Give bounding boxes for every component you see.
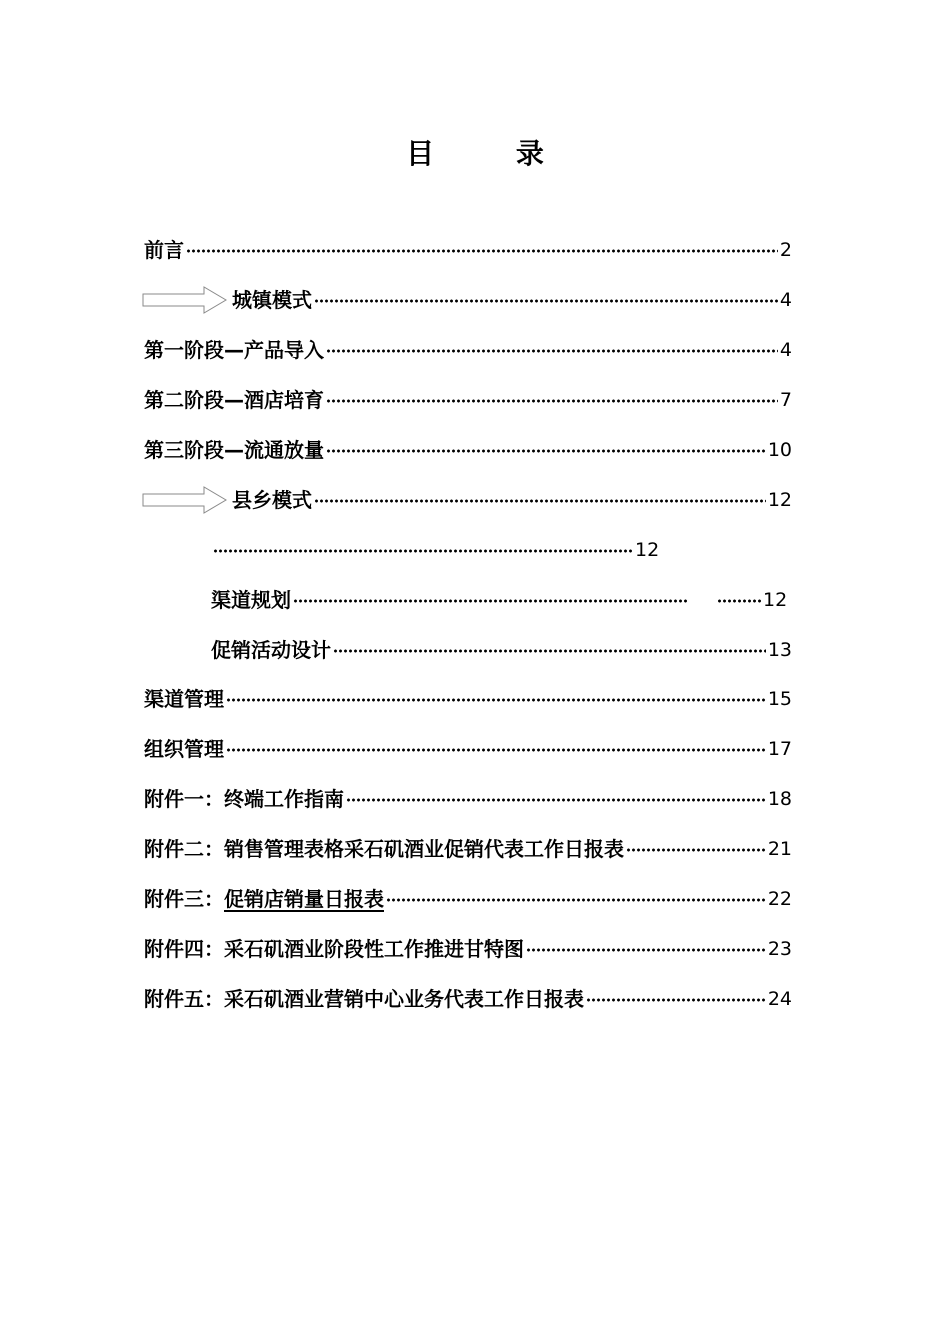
dot-leader xyxy=(326,449,766,453)
toc-page-number: 15 xyxy=(767,688,792,710)
dot-leader xyxy=(226,698,766,702)
dot-leader xyxy=(326,349,778,353)
toc-entry-label-prefix: 附件三： xyxy=(144,887,224,911)
toc-page-number: 17 xyxy=(767,738,792,760)
toc-entry-appendix-3[interactable] xyxy=(144,885,792,913)
toc-page-number: 13 xyxy=(767,639,792,661)
dot-leader xyxy=(293,599,689,603)
dot-leader xyxy=(346,798,766,802)
toc-page-number: 21 xyxy=(767,838,792,860)
dot-leader xyxy=(717,599,761,603)
toc-entry-organization-management[interactable] xyxy=(144,735,792,763)
dot-leader xyxy=(333,649,766,653)
toc-entry-label: 城镇模式 xyxy=(232,288,312,312)
toc-entry-channel-management[interactable] xyxy=(144,685,792,713)
toc-entry-label: 第一阶段—产品导入 xyxy=(144,338,324,362)
dot-leader xyxy=(186,249,778,253)
dot-leader xyxy=(626,848,766,852)
toc-entry-label: 附件二：销售管理表格采石矶酒业促销代表工作日报表 xyxy=(144,837,624,861)
toc-entry-town-mode[interactable] xyxy=(144,286,792,314)
toc-page-number: 2 xyxy=(779,239,792,261)
toc-entry-label: 第二阶段—酒店培育 xyxy=(144,388,324,412)
toc-entry-appendix-5[interactable] xyxy=(144,985,792,1013)
toc-entry-label: 前言 xyxy=(144,238,184,262)
toc-entry-phase-two[interactable] xyxy=(144,386,792,414)
dot-leader xyxy=(386,898,766,902)
toc-entry-preface[interactable] xyxy=(144,236,792,264)
toc-page-number: 24 xyxy=(767,988,792,1010)
toc-entry-phase-one[interactable] xyxy=(144,336,792,364)
toc-page-number: 12 xyxy=(763,589,788,611)
toc-page-number: 10 xyxy=(767,439,792,461)
toc-entry-label: 附件四：采石矶酒业阶段性工作推进甘特图 xyxy=(144,937,524,961)
toc-entry-label: 附件五：采石矶酒业营销中心业务代表工作日报表 xyxy=(144,987,584,1011)
toc-entry-label: 第三阶段—流通放量 xyxy=(144,438,324,462)
right-arrow-icon xyxy=(142,486,228,514)
toc-page-number: 18 xyxy=(767,788,792,810)
right-arrow-icon xyxy=(142,286,228,314)
dot-leader xyxy=(226,748,766,752)
dot-leader xyxy=(314,499,766,503)
toc-entry-label: 促销活动设计 xyxy=(211,638,331,662)
toc-page-number: 23 xyxy=(767,938,792,960)
toc-entry-untitled[interactable] xyxy=(211,536,792,564)
toc-page-number: 22 xyxy=(767,888,792,910)
dot-leader xyxy=(213,549,633,553)
toc-entry-label: 促销店销量日报表 xyxy=(224,887,384,911)
page-title: 目 录 xyxy=(406,137,580,170)
toc-entry-county-mode[interactable] xyxy=(144,486,792,514)
toc-entry-appendix-4[interactable] xyxy=(144,935,792,963)
toc-entry-label: 渠道规划 xyxy=(211,588,291,612)
toc-entry-appendix-1[interactable] xyxy=(144,785,792,813)
toc-page-number: 7 xyxy=(779,389,792,411)
toc-entry-appendix-2[interactable] xyxy=(144,835,792,863)
toc-entry-label: 渠道管理 xyxy=(144,687,224,711)
toc-entry-channel-planning[interactable] xyxy=(211,586,792,614)
toc-entry-phase-three[interactable] xyxy=(144,436,792,464)
toc-page-number: 4 xyxy=(779,289,792,311)
toc-entry-promotion-design[interactable] xyxy=(211,636,792,664)
toc-entry-label: 县乡模式 xyxy=(232,488,312,512)
toc-page-number: 12 xyxy=(635,539,660,561)
toc-entry-label: 附件一：终端工作指南 xyxy=(144,787,344,811)
dot-leader xyxy=(526,948,766,952)
toc-page-number: 12 xyxy=(767,489,792,511)
dot-leader xyxy=(586,998,766,1002)
dot-leader xyxy=(314,299,778,303)
dot-leader xyxy=(326,399,778,403)
toc-entry-label: 组织管理 xyxy=(144,737,224,761)
toc-page-number: 4 xyxy=(779,339,792,361)
